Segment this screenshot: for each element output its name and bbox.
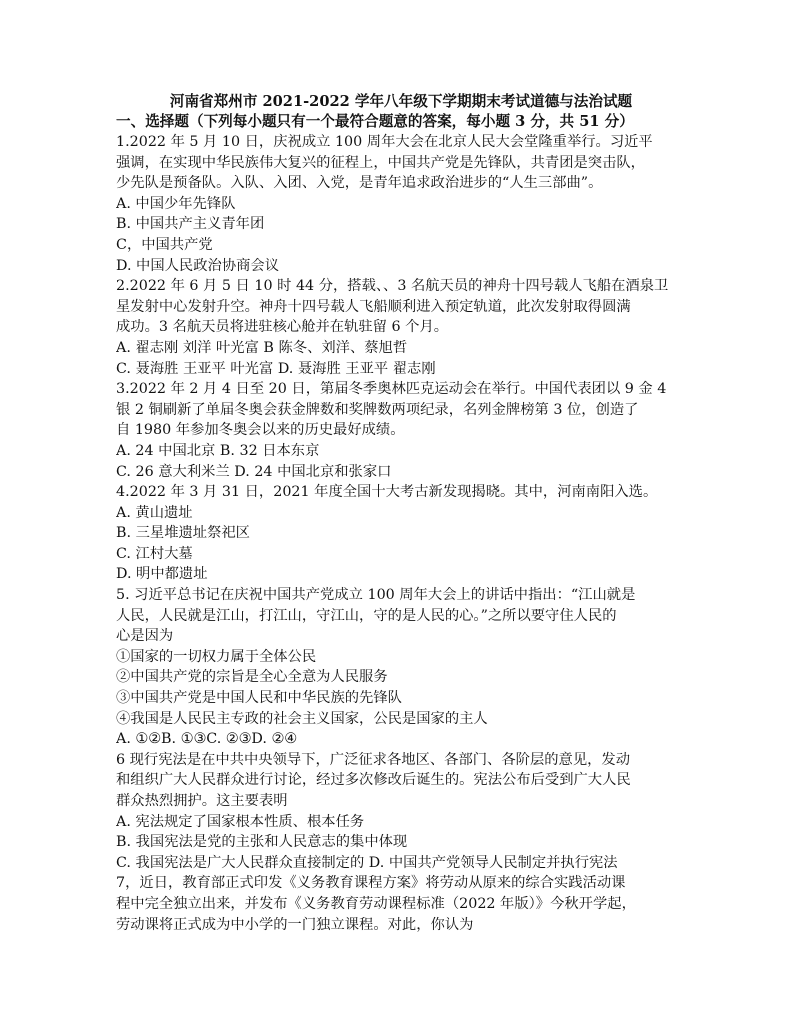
text-line: 和组织广大人民群众进行讨论，经过多次修改后诞生的。宪法公布后受到广大人民 — [116, 772, 631, 789]
text-line: ②中国共产党的宗旨是全心全意为人民服务 — [116, 669, 388, 686]
text-line: 1.2022 年 5 月 10 日，庆祝成立 100 周年大会在北京人民大会堂隆重举行。习近平 — [116, 134, 653, 150]
text-line: 劳动课将正式成为中小学的一门独立课程。对此，你认为 — [116, 916, 474, 933]
text-line: 强调，在实现中华民族伟大复兴的征程上，中国共产党是先锋队，共青团是突击队， — [116, 154, 645, 171]
text-line: 群众热烈拥护。这主要表明 — [116, 793, 288, 809]
text-line: A. 宪法规定了国家根本性质、根本任务 — [116, 813, 365, 830]
text-line: 3.2022 年 2 月 4 日至 20 日，第届冬季奥林匹克运动会在举行。中国代表团以 9 金 4 — [116, 381, 667, 398]
exam-page — [116, 92, 686, 935]
text-line: ④我国是人民民主专政的社会主义国家，公民是国家的主人 — [116, 710, 488, 727]
question-body — [116, 132, 686, 935]
text-line: 2.2022 年 6 月 5 日 10 时 44 分，搭载、、3 名航天员的神舟十四号载人飞船在酒泉卫 — [116, 278, 669, 295]
text-line: C，中国共产党 — [116, 236, 213, 253]
text-line: A. 翟志刚 刘洋 叶光富 B 陈冬、刘洋、蔡旭哲 — [116, 339, 408, 356]
text-line: A. 黄山遗址 — [116, 504, 193, 521]
text-line: A. 中国少年先锋队 — [116, 195, 236, 212]
text-line: 5. 习近平总书记在庆祝中国共产党成立 100 周年大会上的讲话中指出：“江山就是 — [116, 587, 636, 604]
text-line: B. 三星堆遗址祭祀区 — [116, 525, 250, 542]
text-line: D. 中国人民政治协商会议 — [116, 257, 280, 274]
text-line: C. 26 意大利米兰 D. 24 中国北京和张家口 — [116, 463, 392, 480]
text-line: 6 现行宪法是在中共中央领导下，广泛征求各地区、各部门、各阶层的意见，发动 — [116, 751, 631, 768]
text-line: 自 1980 年参加冬奥会以来的历史最好成绩。 — [116, 422, 405, 439]
text-line: 银 2 铜刷新了单届冬奥会获金牌数和奖牌数两项纪录，名列金牌榜第 3 位，创造了 — [116, 401, 639, 418]
text-line: 成功。3 名航天员将进驻核心舱并在轨驻留 6 个月。 — [116, 319, 449, 336]
text-line: 7，近日，教育部正式印发《义务教育课程方案》将劳动从原来的综合实践活动课 — [116, 875, 626, 892]
text-line: 少先队是预备队。入队、入团、入党，是青年追求政治进步的“人生三部曲”。 — [116, 175, 603, 192]
text-line: 星发射中心发射升空。神舟十四号载人飞船顺利进入预定轨道，此次发射取得圆满 — [116, 298, 631, 315]
text-line: 程中完全独立出来，并发布《义务教育劳动课程标准（2022 年版）》今秋开学起， — [116, 895, 636, 912]
text-line: C. 江村大墓 — [116, 545, 193, 562]
text-line: 心是因为 — [116, 628, 174, 645]
text-line: ③中国共产党是中国人民和中华民族的先锋队 — [116, 690, 402, 707]
text-line: B. 我国宪法是党的主张和人民意志的集中体现 — [116, 834, 408, 851]
text-line: D. 明中都遗址 — [116, 566, 208, 583]
text-line: 4.2022 年 3 月 31 日，2021 年度全国十大考古新发现揭晓。其中，河南南阳入选。 — [116, 484, 658, 501]
document-title: 河南省郑州市 2021-2022 学年八年级下学期期末考试道德与法治试题 — [169, 93, 633, 110]
text-line: A. ①②B. ①③C. ②③D. ②④ — [116, 731, 298, 748]
text-line: B. 中国共产主义青年团 — [116, 216, 265, 233]
text-line: C. 聂海胜 王亚平 叶光富 D. 聂海胜 王亚平 翟志刚 — [116, 360, 436, 377]
text-line: C. 我国宪法是广大人民群众直接制定的 D. 中国共产党领导人民制定并执行宪法 — [116, 854, 618, 871]
text-line: ①国家的一切权力属于全体公民 — [116, 648, 317, 665]
text-line: 人民，人民就是江山，打江山，守江山，守的是人民的心。”之所以要守住人民的 — [116, 607, 617, 624]
section-heading: 一、选择题（下列每小题只有一个最符合题意的答案，每小题 3 分，共 51 分） — [116, 113, 634, 130]
text-line: A. 24 中国北京 B. 32 日本东京 — [116, 442, 320, 459]
